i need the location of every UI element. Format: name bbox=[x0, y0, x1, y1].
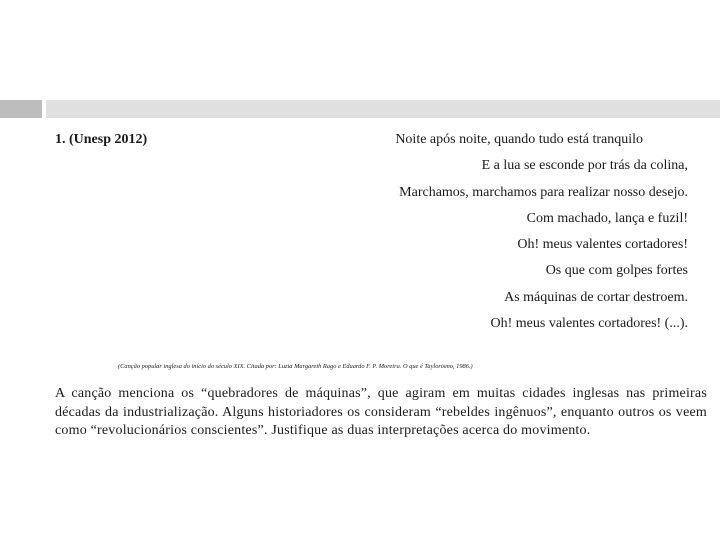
poem-line: Oh! meus valentes cortadores! bbox=[517, 237, 688, 253]
source-citation: (Canção popular inglesa do início do século XIX. Citada por: Luzia Margareth Rago e Eduardo F. P. Moreira. O que é Taylorismo, 1986.) bbox=[118, 363, 473, 370]
question-label: 1. (Unesp 2012) bbox=[55, 132, 148, 147]
header-bar bbox=[46, 100, 720, 118]
poem-line: Oh! meus valentes cortadores! (...). bbox=[490, 316, 688, 332]
poem-line: As máquinas de cortar destroem. bbox=[504, 289, 688, 305]
poem-line: Com machado, lança e fuzil! bbox=[526, 210, 688, 226]
poem-line: Marchamos, marchamos para realizar nosso desejo. bbox=[399, 184, 688, 200]
poem bbox=[395, 131, 688, 341]
poem-line: Os que com golpes fortes bbox=[545, 263, 688, 279]
header-bar-accent bbox=[0, 100, 42, 118]
question-text: A canção menciona os “quebradores de máquinas”, que agiram em muitas cidades inglesas nas primeiras décadas da industrialização. Alguns historiadores os consideram “rebeldes ingênuos”, enquanto outros os veem como “revolucionários conscientes”. Justifique as duas interpretações acerca do movimento. bbox=[55, 386, 707, 438]
poem-line: E a lua se esconde por trás da colina, bbox=[481, 158, 688, 174]
poem-line: Noite após noite, quando tudo está tranquilo bbox=[395, 132, 643, 147]
